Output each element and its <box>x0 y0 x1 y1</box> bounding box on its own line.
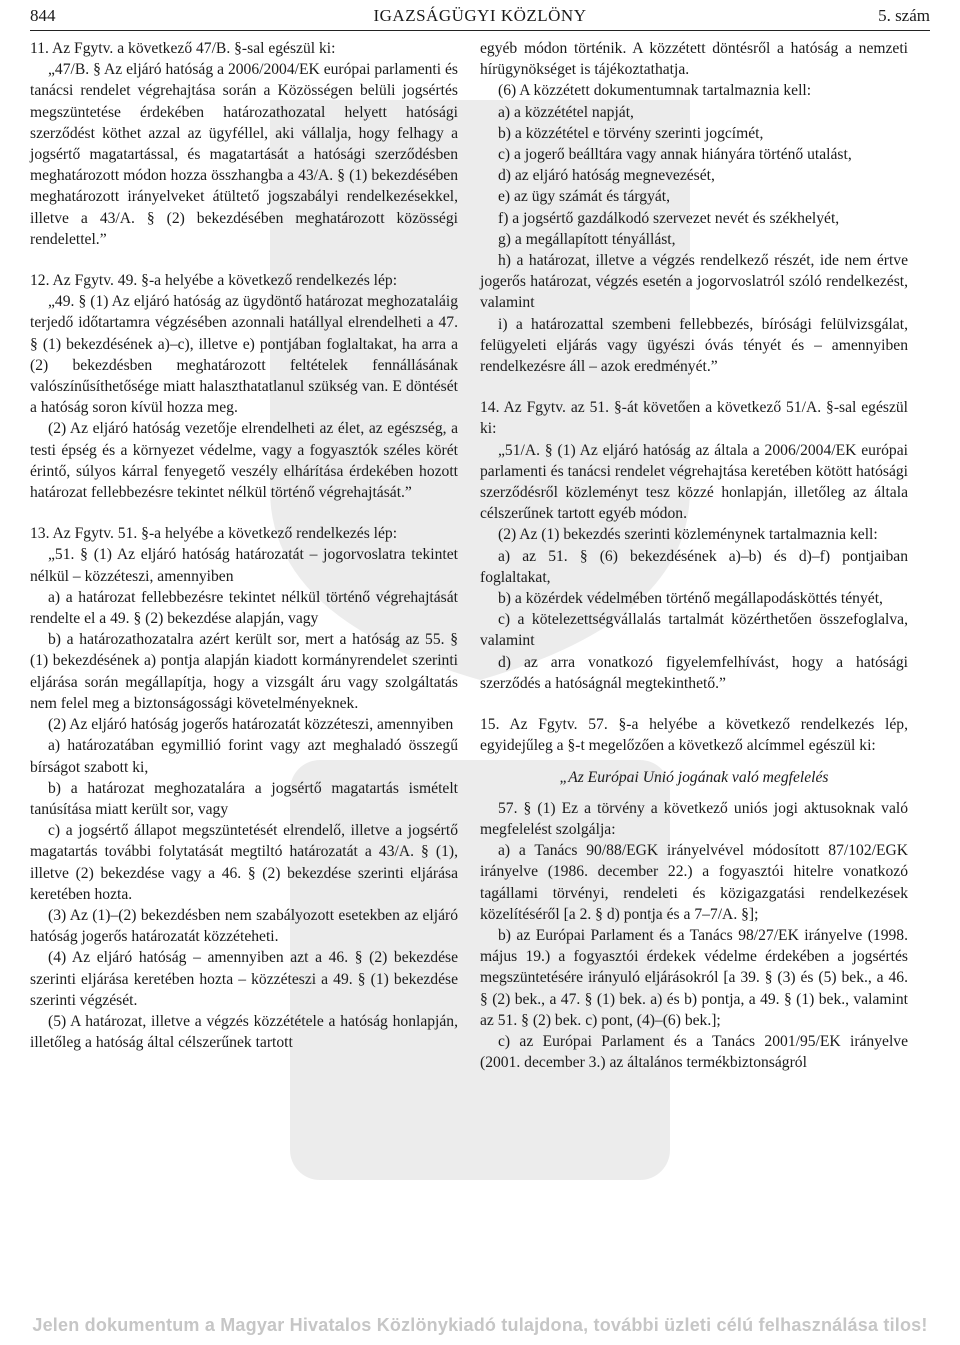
list-item: a) az 51. § (6) bekezdésének a)–b) és d)–f) pontjaiban foglaltakat, <box>480 547 908 586</box>
list-item: c) az Európai Parlament és a Tanács 2001/95/EK irányelve (2001. december 3.) az általános termékbiztonságról <box>480 1032 908 1072</box>
paragraph: a) határozatában egymillió forint vagy azt meghaladó összegű bírságot szabott ki, <box>30 737 458 776</box>
paragraph: a) a határozat fellebbezésre tekintet nélkül történő végrehajtását rendelte el a 49. § (2) bekezdése alapján, vagy <box>30 588 458 628</box>
paragraph: egyéb módon történik. A közzétett döntésről a hatóság a nemzeti hírügynökséget is tájékoztathatja. <box>480 40 908 79</box>
paragraph: (5) A határozat, illetve a végzés közzététele a hatóság honlapján, illetőleg a hatóság által célszerűnek tartott <box>30 1012 458 1052</box>
paragraph: „49. § (1) Az eljáró hatóság az ügydöntő határozat meghozataláig terjedő időtartamra végzésében azonnali hatállyal elrendelheti a 47. § (1) bekezdésének a)–c), illetve e) pontjában foglaltakat, ha arra a (2) bekezdésben meghatározott feltételek fennállásának valószínűsíthetősége miatt halaszthatatlanul szükség van. E döntését a hatóság soron kívül hozza meg. <box>30 293 458 417</box>
paragraph: (2) Az eljáró hatóság jogerős határozatát közzéteszi, amennyiben <box>48 716 454 734</box>
paragraph: 15. Az Fgytv. 57. §-a helyébe a következő rendelkezés lép, egyidejűleg a §-t megelőzően a következő alcímmel egészül ki: <box>480 716 908 755</box>
page-number: 844 <box>30 6 56 25</box>
list-item: h) a határozat, illetve a végzés rendelkező részét, ide nem értve jogerős határozat, végzés esetén a jogorvoslatról szóló rendelkezést, valamint <box>480 252 908 312</box>
paragraph: b) a határozathozatalra azért került sor, mert a hatóság az 55. § (1) bekezdésének a) pontja alapján kiadott kormányrendelet szerinti eljárása során megállapítja, hogy a vizsgált áru vagy szolgáltatás nem felel meg a biztonságossági követelményeknek. <box>30 631 458 712</box>
list-item: a) a közzététel napját, <box>498 103 634 121</box>
list-item: b) a közérdek védelmében történő megállapodásköttés tényét, <box>498 590 883 608</box>
list-item: d) az eljáró hatóság megnevezését, <box>498 167 715 185</box>
right-column <box>480 38 908 1073</box>
list-item: e) az ügy számát és tárgyát, <box>498 188 671 206</box>
list-item: g) a megállapított tényállást, <box>498 230 676 248</box>
paragraph: 11. Az Fgytv. a következő 47/B. §-sal egészül ki: <box>30 40 336 57</box>
journal-title: IGAZSÁGÜGYI KÖZLÖNY <box>373 6 587 25</box>
list-item: c) a kötelezettségvállalás tartalmát közérthetően összefoglalva, valamint <box>480 611 908 650</box>
list-item: b) az Európai Parlament és a Tanács 98/27/EK irányelve (1998. május 19.) a fogyasztói érdekek védelme érdekében a jogsértés megszüntetésére irányuló eljárásokról [a 39. § (3) és (5) bek., a 46. § (2) bek., a 47. § (1) bek. a) és b) pontja, a 49. § (1) bek., valamint az 51. § (2) bek. c) pont, (4)–(6) bek.]; <box>480 926 908 1029</box>
paragraph: „47/B. § Az eljáró hatóság a 2006/2004/EK európai parlamenti és tanácsi rendelet végrehajtása során a Közösségen belüli jogsértés megszüntetése érdekében határozathozatal helyett hatósági szerződést köthet azzal az ügyféllel, aki vállalja, hogy felhagy a jogsértő magatartással, és magatartását a hatósági szerződésben meghatározott módon hozza összhangba a 43/A. § (1) bekezdésében meghatározott irányelveket átültető jogszabályi rendelkezésekkel, illetve a 43/A. § (2) bekezdésében meghatározott közösségi rendelettel.” <box>30 61 458 248</box>
paragraph: 12. Az Fgytv. 49. §-a helyébe a következő rendelkezés lép: <box>30 272 398 290</box>
paragraph: (6) A közzétett dokumentumnak tartalmaznia kell: <box>498 82 812 100</box>
paragraph: b) a határozat meghozatalára a jogsértő magatartás ismételt tanúsítása miatt került sor, vagy <box>30 779 458 818</box>
paragraph: (4) Az eljáró hatóság – amennyiben azt a 46. § (2) bekezdése szerinti eljárása keretében hozta – közzéteszi a 49. § (1) bekezdése szerinti végzését. <box>30 949 458 1009</box>
ownership-notice: Jelen dokumentum a Magyar Hivatalos Közlönykiadó tulajdona, további üzleti célú felhasználása tilos! <box>32 1315 928 1335</box>
list-item: i) a határozattal szembeni fellebbezés, bírósági felülvizsgálat, felügyeleti eljárás vagy ügyészi óvás tényét és – amennyiben rendelkezésre áll – azok eredményét.” <box>480 315 908 376</box>
paragraph: „51. § (1) Az eljáró hatóság határozatát – jogorvoslatra tekintet nélkül – közzéteszi, amennyiben <box>30 546 458 585</box>
subtitle: „Az Európai Unió jogának való megfelelés <box>559 768 829 786</box>
page-header <box>30 4 930 31</box>
paragraph: (3) Az (1)–(2) bekezdésben nem szabályozott esetekben az eljáró hatóság jogerős határozatát közzéteheti. <box>30 906 458 946</box>
paragraph: (2) Az eljáró hatóság vezetője elrendelheti az élet, az egészség, a testi épség és a környezet védelme, vagy a fogyasztók széles körét érintő, súlyos kárral fenyegető veszély elhárítása érdekében hozott határozat fellebbezésre tekintet nélkül történő végrehajtását.” <box>30 420 458 502</box>
paragraph: c) a jogsértő állapot megszüntetését elrendelő, illetve a jogsértő magatartás további folytatását megtiltó határozatát a 43/A. § (1), illetve (2) bekezdése vagy a 46. § (2) bekezdése szerinti eljárása keretében hozta. <box>30 822 458 903</box>
paragraph: 13. Az Fgytv. 51. §-a helyébe a következő rendelkezés lép: <box>30 525 398 543</box>
list-item: f) a jogsértő gazdálkodó szervezet nevét és székhelyét, <box>498 209 840 227</box>
list-item: d) az arra vonatkozó figyelemfelhívást, hogy a hatósági szerződés a hatóságnál megtekinthető.” <box>480 653 908 692</box>
list-item: a) a Tanács 90/88/EGK irányelvével módosított 87/102/EGK irányelve (1986. december 22.) a fogyasztói hitelre vonatkozó tagállami törvényi, rendeleti és közigazgatási rendelkezések közelítéséről [a 2. § d) pontja és a 7–7/A. §]; <box>480 842 908 923</box>
left-column <box>30 38 458 1053</box>
paragraph: 14. Az Fgytv. az 51. §-át követően a következő 51/A. §-sal egészül ki: <box>480 399 908 438</box>
paragraph: (2) Az (1) bekezdés szerinti közleménynek tartalmaznia kell: <box>498 526 878 544</box>
paragraph: „51/A. § (1) Az eljáró hatóság az általa a 2006/2004/EK európai parlamenti és tanácsi rendelet végrehajtása keretében kötött hatósági szerződésről közleményt tesz közzé honlapján, illetőleg az általa célszerűnek tartott egyéb módon. <box>480 441 908 523</box>
issue-number: 5. szám <box>878 6 930 25</box>
list-item: b) a közzététel e törvény szerinti jogcímét, <box>498 124 764 142</box>
list-item: c) a jogerő beálltára vagy annak hiányára történő utalást, <box>498 146 852 164</box>
paragraph: 57. § (1) Ez a törvény a következő uniós jogi aktusoknak való megfelelést szolgálja: <box>480 799 908 838</box>
